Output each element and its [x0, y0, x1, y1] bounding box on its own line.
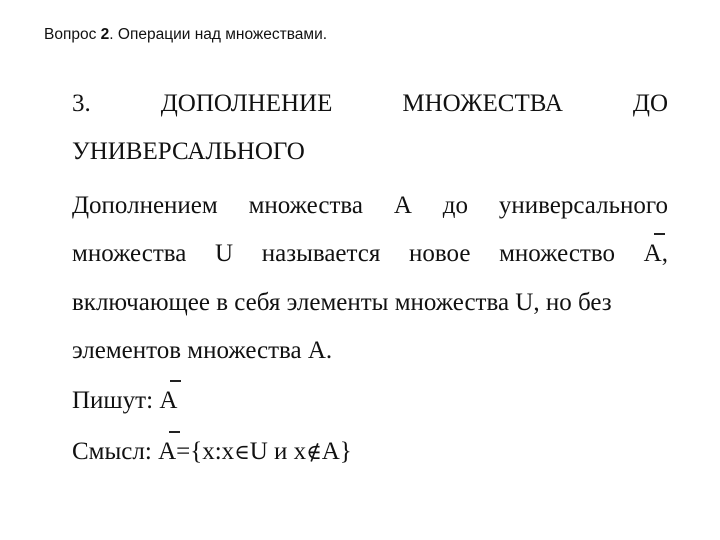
- definition-word: множества: [72, 240, 187, 267]
- complement-bar: А: [643, 240, 662, 267]
- heading-word: ДОПОЛНЕНИЕ: [160, 90, 333, 117]
- heading-word: МНОЖЕСТВА: [402, 90, 563, 117]
- complement-symbol: А: [158, 438, 177, 465]
- title-rest: . Операции над множествами.: [109, 26, 328, 43]
- comma: ,: [661, 240, 668, 267]
- heading-line-1: [72, 90, 668, 118]
- definition-line-3: включающее в себя элементы множества U, но без: [72, 289, 612, 316]
- definition-word: множество: [499, 240, 615, 267]
- element-of-symbol: ∈: [234, 440, 250, 464]
- heading-line-2: УНИВЕРСАЛЬНОГО: [72, 138, 305, 165]
- meaning-line: [72, 438, 352, 466]
- definition-line-4: элементов множества А.: [72, 337, 333, 364]
- definition-word: новое: [409, 240, 471, 267]
- slide-title: [44, 26, 327, 44]
- definition-line-2: [72, 240, 668, 268]
- definition-word: называется: [261, 240, 381, 267]
- set-builder-end: A}: [321, 438, 352, 465]
- definition-word: Дополнением: [72, 192, 218, 219]
- definition-line-1: [72, 192, 668, 220]
- title-prefix: Вопрос: [44, 26, 101, 43]
- definition-word: множества: [248, 192, 363, 219]
- heading-word: ДО: [632, 90, 668, 117]
- definition-word: U: [215, 240, 234, 267]
- heading-number: 3.: [72, 90, 91, 117]
- not-element-of-symbol: ∉: [306, 440, 322, 464]
- writes-label: Пишут:: [72, 387, 160, 414]
- title-number: 2: [100, 26, 110, 43]
- set-builder-start: ={x:x: [176, 438, 235, 465]
- complement-symbol: А: [159, 387, 178, 414]
- definition-word: до: [442, 192, 468, 219]
- set-builder-middle: U и x: [249, 438, 307, 465]
- meaning-label: Смысл:: [72, 438, 159, 465]
- definition-word: универсального: [498, 192, 668, 219]
- writes-line: [72, 387, 177, 415]
- complement-symbol: [644, 240, 668, 268]
- definition-word: А: [393, 192, 412, 219]
